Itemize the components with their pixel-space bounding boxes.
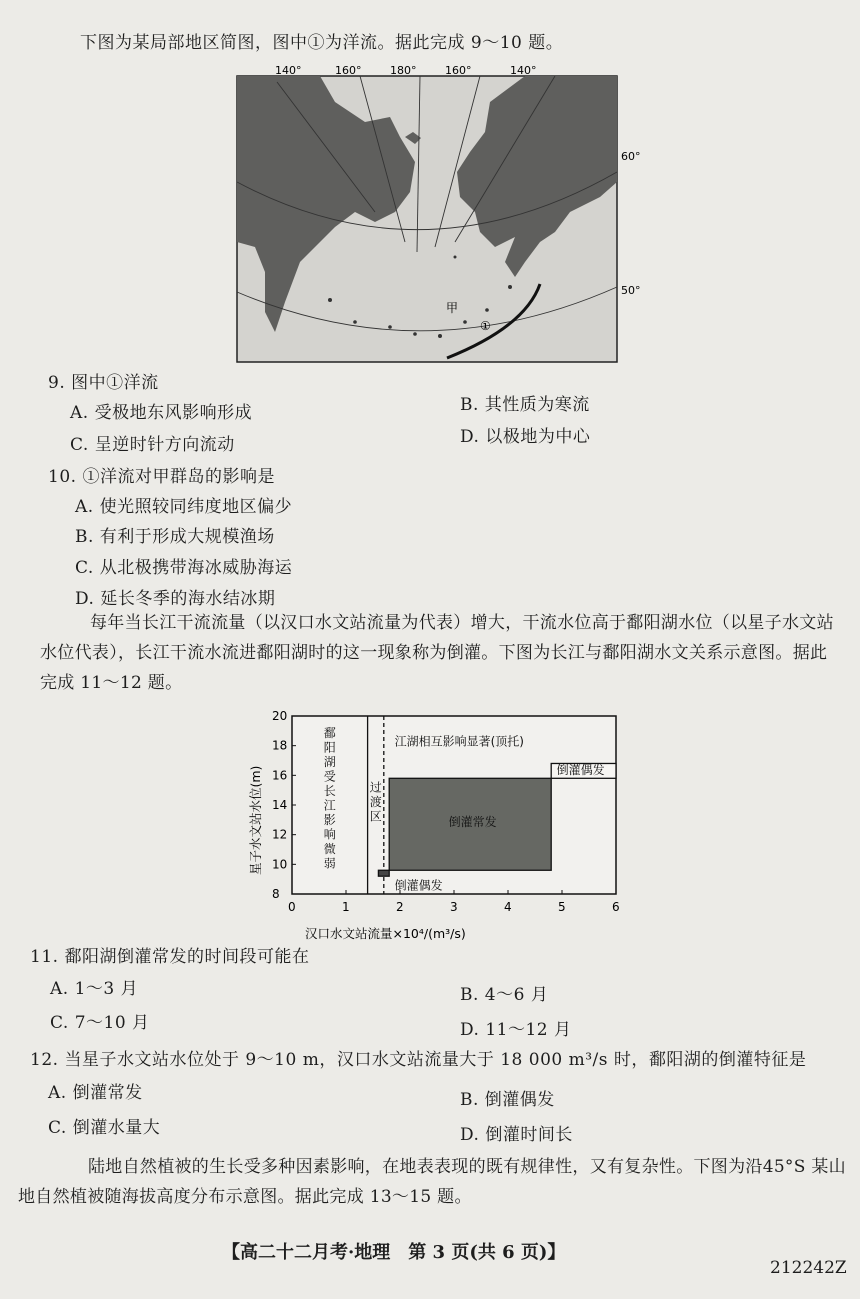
x-tick-label: 0 — [288, 900, 296, 914]
region-label-5: 倒灌偶发 — [394, 878, 443, 893]
page-footer: 【高二十二月考·地理 第 3 页(共 6 页)】 — [222, 1242, 566, 1263]
q11-stem: 11. 鄱阳湖倒灌常发的时间段可能在 — [30, 947, 310, 967]
q12-option-b[interactable]: B. 倒灌偶发 — [460, 1090, 555, 1110]
region-label-3: 倒灌常发 — [448, 814, 497, 829]
x-axis-label: 汉口水文站流量×10⁴/(m³/s) — [305, 926, 466, 941]
q9-option-c[interactable]: C. 呈逆时针方向流动 — [70, 435, 235, 455]
y-tick-label: 8 — [272, 887, 280, 901]
y-axis-label: 星子水文站水位(m) — [248, 765, 263, 875]
island-jia-label: 甲 — [446, 301, 459, 315]
y-tick-label: 18 — [272, 738, 288, 753]
region-label-1: 过渡区 — [369, 780, 382, 824]
q12-option-d[interactable]: D. 倒灌时间长 — [460, 1125, 573, 1145]
hydrology-diagram — [240, 700, 640, 942]
q11-option-c[interactable]: C. 7～10 月 — [50, 1013, 150, 1033]
lat-label-50: 50° — [621, 284, 641, 297]
x-tick-label: 2 — [396, 900, 404, 914]
intro-text: 下图为某局部地区简图，图中①为洋流。据此完成 9～10 题。 — [80, 33, 564, 53]
passage-11-12: 每年当长江干流流量（以汉口水文站流量为代表）增大，干流水位高于鄱阳湖水位（以星子水文站水位代表），长江干流水流进鄱阳湖时的这一现象称为倒灌。下图为长江与鄱阳湖水文关系示意图。据此完成 11～12 题。 — [40, 613, 834, 693]
passage-13-15: 陆地自然植被的生长受多种因素影响，在地表表现的既有规律性，又有复杂性。下图为沿45°S 某山地自然植被随海拔高度分布示意图。据此完成 13～15 题。 — [18, 1157, 846, 1207]
x-tick-label: 4 — [504, 900, 512, 914]
q9-option-b[interactable]: B. 其性质为寒流 — [460, 395, 590, 415]
x-tick-label: 6 — [612, 900, 620, 914]
lon-label-140w: 140° — [275, 64, 302, 77]
q12-option-a[interactable]: A. 倒灌常发 — [48, 1083, 143, 1103]
region-label-4: 倒灌偶发 — [556, 762, 605, 777]
q9-option-a[interactable]: A. 受极地东风影响形成 — [70, 403, 253, 423]
q12-option-c[interactable]: C. 倒灌水量大 — [48, 1118, 161, 1138]
y-tick-label: 16 — [272, 768, 288, 783]
q10-stem: 10. ①洋流对甲群岛的影响是 — [48, 467, 275, 487]
region-label-0: 鄱阳湖受长江影响微弱 — [323, 725, 336, 871]
region-5 — [378, 870, 389, 876]
q10-option-a[interactable]: A. 使光照较同纬度地区偏少 — [75, 497, 293, 517]
x-tick-label: 3 — [450, 900, 458, 914]
map-figure — [225, 62, 650, 368]
current-label: ① — [480, 319, 491, 333]
y-tick-label: 14 — [272, 798, 288, 812]
y-tick-label: 10 — [272, 857, 288, 872]
q11-option-a[interactable]: A. 1～3 月 — [50, 979, 139, 999]
region-label-2: 江湖相互影响显著(顶托) — [394, 734, 524, 749]
q9-option-d[interactable]: D. 以极地为中心 — [460, 427, 591, 447]
x-tick-label: 1 — [342, 900, 350, 914]
y-tick-label: 12 — [272, 827, 288, 842]
exam-code: 212242Z — [770, 1258, 847, 1278]
x-tick-label: 5 — [558, 900, 566, 914]
lon-label-180: 180° — [390, 64, 417, 77]
lon-label-160e: 160° — [335, 64, 362, 77]
q10-option-b[interactable]: B. 有利于形成大规模渔场 — [75, 527, 275, 547]
q9-stem: 9. 图中①洋流 — [48, 373, 159, 393]
lat-label-60: 60° — [621, 150, 641, 163]
q11-option-b[interactable]: B. 4～6 月 — [460, 985, 549, 1005]
q10-option-c[interactable]: C. 从北极携带海冰威胁海运 — [75, 558, 293, 578]
lon-label-160w: 160° — [445, 64, 472, 77]
q11-option-d[interactable]: D. 11～12 月 — [460, 1020, 572, 1040]
lon-label-140e: 140° — [510, 64, 537, 77]
q10-option-d[interactable]: D. 延长冬季的海水结冰期 — [75, 589, 276, 609]
q12-stem: 12. 当星子水文站水位处于 9～10 m，汉口水文站流量大于 18 000 m³/s 时，鄱阳湖的倒灌特征是 — [30, 1050, 807, 1070]
y-tick-label: 20 — [272, 709, 288, 723]
